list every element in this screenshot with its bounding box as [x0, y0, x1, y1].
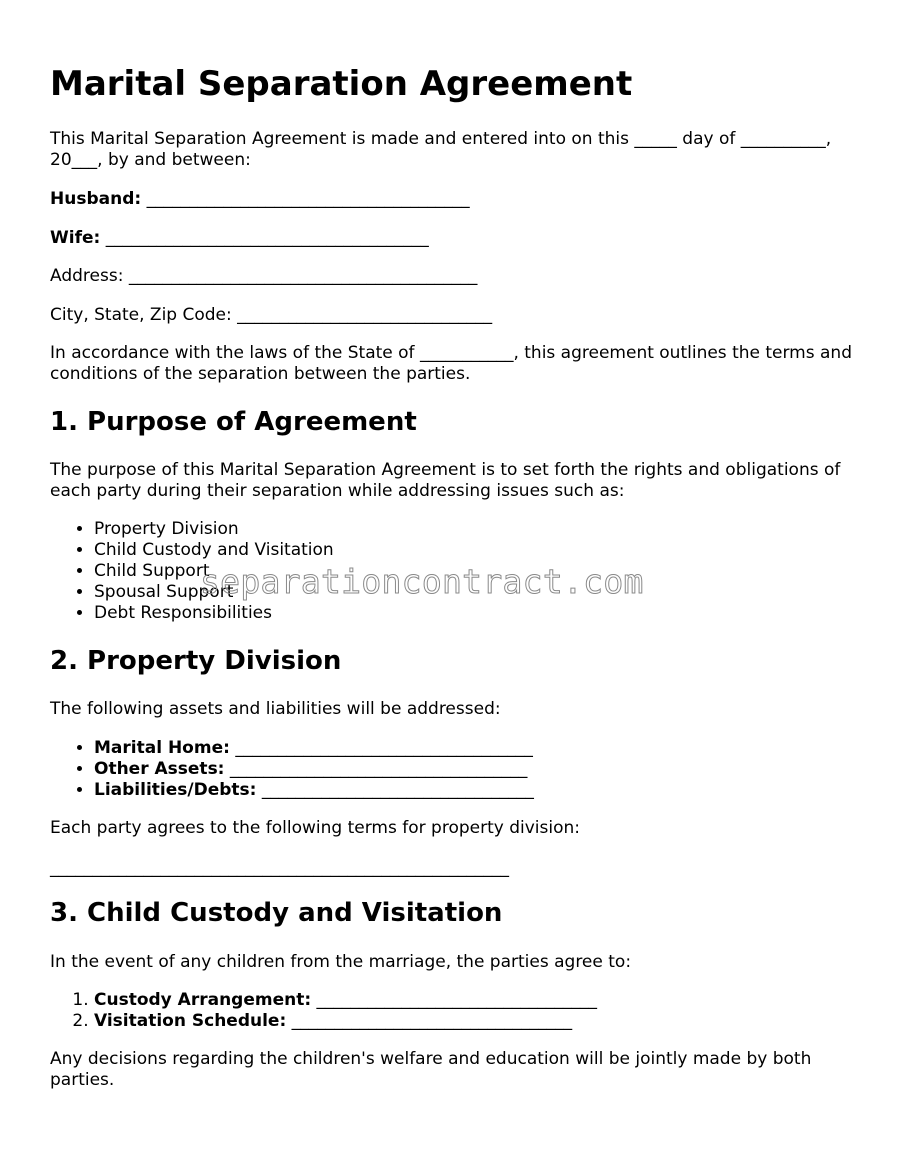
other-assets-label: Other Assets: — [94, 759, 225, 779]
section3-paragraph: In the event of any children from the marriage, the parties agree to: — [50, 952, 632, 972]
list-item — [94, 759, 898, 780]
husband-blank: ______________________________________ — [146, 189, 470, 209]
laws-paragraph: In accordance with the laws of the State of ___________, this agreement outlines the terms and conditions of the separation between the parties. — [50, 343, 852, 384]
husband-line — [50, 189, 860, 210]
property-terms-blank: ______________________________________________________ — [50, 858, 509, 878]
property-terms-paragraph: Each party agrees to the following terms for property division: — [50, 818, 580, 838]
liabilities-label: Liabilities/Debts: — [94, 780, 257, 800]
section1-list — [50, 519, 898, 624]
list-item — [94, 990, 898, 1011]
wife-line — [50, 228, 860, 249]
custody-arrangement-label: Custody Arrangement: — [94, 990, 312, 1010]
section1-heading: 1. Purpose of Agreement — [50, 407, 417, 437]
list-item — [94, 738, 898, 759]
watermark: separationcontract.com — [200, 562, 644, 601]
decisions-paragraph: Any decisions regarding the children's welfare and education will be jointly made by both parties. — [50, 1049, 812, 1090]
city-state-zip-line: City, State, Zip Code: ______________________________ — [50, 305, 493, 325]
list-item: • Child Custody and Visitation — [94, 540, 898, 561]
section2-heading: 2. Property Division — [50, 646, 342, 676]
address-line: Address: _________________________________________ — [50, 266, 478, 286]
list-item: • Spousal Support — [94, 582, 898, 603]
section2-paragraph: The following assets and liabilities will be addressed: — [50, 699, 501, 719]
liabilities-blank: ________________________________ — [261, 780, 534, 800]
list-item — [94, 780, 898, 801]
wife-blank: ______________________________________ — [105, 228, 429, 248]
wife-label: Wife: — [50, 228, 101, 248]
list-item: • Property Division — [94, 519, 898, 540]
other-assets-blank: ___________________________________ — [229, 759, 528, 779]
visitation-schedule-blank: _________________________________ — [291, 1011, 573, 1031]
document-title: Marital Separation Agreement — [50, 64, 633, 104]
list-item: • Debt Responsibilities — [94, 603, 898, 624]
marital-home-label: Marital Home: — [94, 738, 230, 758]
list-item: • Child Support — [94, 561, 898, 582]
section3-heading: 3. Child Custody and Visitation — [50, 898, 503, 928]
intro-paragraph: This Marital Separation Agreement is made and entered into on this _____ day of __________, 20___, by and between: — [50, 129, 832, 170]
custody-arrangement-blank: _________________________________ — [316, 990, 598, 1010]
visitation-schedule-label: Visitation Schedule: — [94, 1011, 287, 1031]
section1-paragraph: The purpose of this Marital Separation Agreement is to set forth the rights and obligations of each party during their separation while addressing issues such as: — [50, 460, 841, 501]
section3-list — [50, 990, 898, 1032]
marital-home-blank: ___________________________________ — [235, 738, 533, 758]
husband-label: Husband: — [50, 189, 142, 209]
section2-list — [50, 738, 898, 801]
list-item — [94, 1011, 898, 1032]
